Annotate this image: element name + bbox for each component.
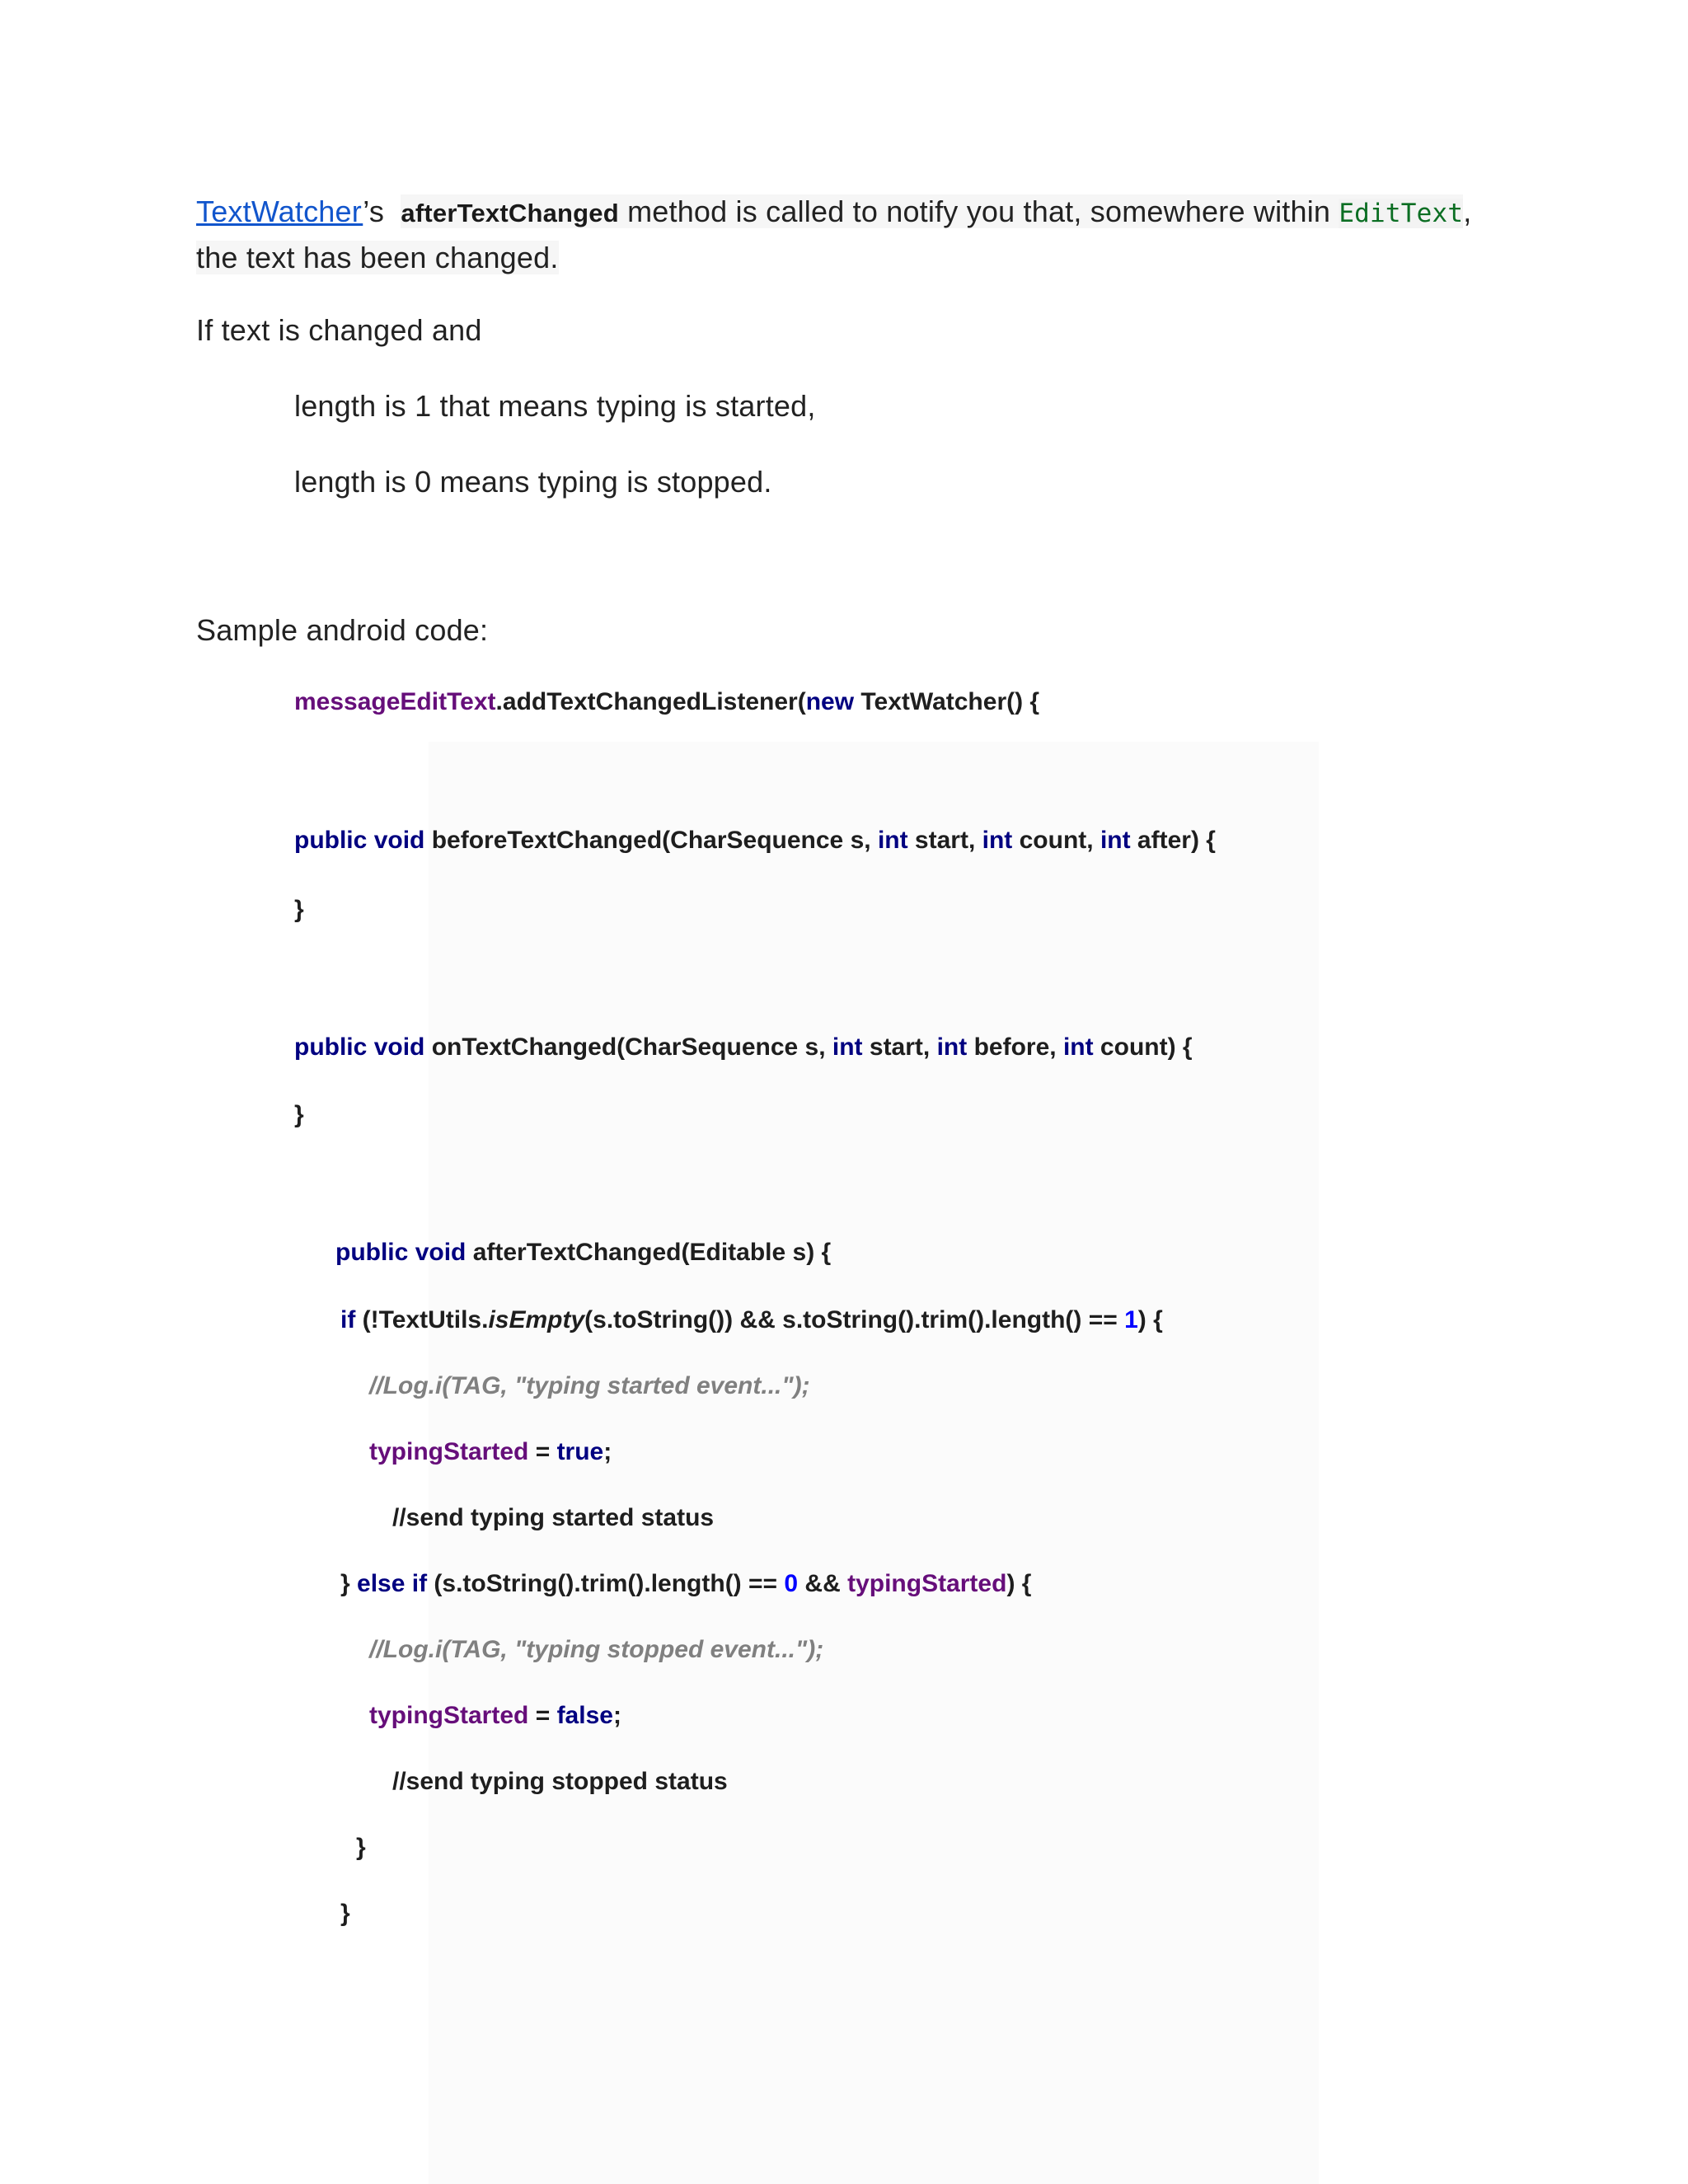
code-token-count: count, <box>1012 827 1100 854</box>
code-token-start: start, <box>907 827 982 854</box>
code-line-log-stopped: //Log.i(TAG, "typing stopped event..."); <box>369 1636 824 1663</box>
code-token-if: if <box>340 1306 356 1333</box>
code-line-before-close: } <box>294 896 304 923</box>
edittext-class: EditText <box>1339 199 1464 228</box>
code-line-after-signature <box>335 1239 831 1267</box>
code-token-semicolon: ; <box>612 1702 621 1729</box>
sample-label: Sample android code: <box>196 613 489 647</box>
code-token-typingstarted: typingStarted <box>369 1438 529 1465</box>
intro-line-1 <box>196 194 1471 229</box>
code-token-public: public <box>294 827 368 854</box>
code-token-condition: (s.toString()) && s.toString().trim().length() == <box>584 1306 1125 1333</box>
textwatcher-link[interactable]: TextWatcher <box>196 194 363 228</box>
code-token-int: int <box>877 827 908 854</box>
code-token-count: count) { <box>1093 1033 1193 1061</box>
code-token-call: .addTextChangedListener( <box>495 688 806 715</box>
code-line-send-stopped: //send typing stopped status <box>392 1768 728 1795</box>
code-token-after: after) { <box>1130 827 1216 854</box>
code-line-ontext-signature <box>294 1033 1193 1062</box>
code-token-int: int <box>832 1033 863 1061</box>
code-token-void: void <box>373 1033 425 1061</box>
code-token-isempty: isEmpty <box>488 1306 585 1333</box>
code-line-if <box>340 1306 1163 1334</box>
intro-line-2-text: the text has been changed. <box>196 241 559 274</box>
code-token-open: ) { <box>1137 1306 1163 1333</box>
code-token-typingstarted: typingStarted <box>369 1702 529 1729</box>
code-token-condition: (s.toString().trim().length() == <box>427 1570 785 1597</box>
code-token-typingstarted: typingStarted <box>847 1570 1007 1597</box>
code-token-true: true <box>556 1438 604 1465</box>
intro-comma: , <box>1463 194 1472 228</box>
code-token-before: before, <box>967 1033 1063 1061</box>
code-token-void: void <box>373 827 425 854</box>
code-token-and: && <box>798 1570 848 1597</box>
code-token-zero: 0 <box>784 1570 799 1597</box>
code-token-int: int <box>982 827 1013 854</box>
code-token-ontext-name: onTextChanged(CharSequence s, <box>424 1033 832 1061</box>
code-line-log-started: //Log.i(TAG, "typing started event..."); <box>369 1372 810 1399</box>
code-token-else-if: else if <box>357 1570 428 1597</box>
code-token-void: void <box>415 1239 467 1266</box>
code-line-before-signature <box>294 827 1216 855</box>
code-token-textwatcher: TextWatcher() { <box>854 688 1040 715</box>
code-token-int: int <box>1100 827 1131 854</box>
code-line-set-false <box>369 1702 621 1730</box>
condition-lead: If text is changed and <box>196 313 482 347</box>
code-token-start: start, <box>862 1033 937 1061</box>
condition-item-2: length is 0 means typing is stopped. <box>294 465 772 499</box>
code-line-ontext-close: } <box>294 1101 304 1128</box>
code-token-assign: = <box>528 1438 557 1465</box>
code-token-brace: } <box>340 1570 358 1597</box>
code-token-before-name: beforeTextChanged(CharSequence s, <box>424 827 878 854</box>
code-line-else-if <box>340 1570 1031 1598</box>
code-line-close-method: } <box>340 1900 350 1927</box>
code-token-new: new <box>805 688 855 715</box>
code-line-set-true <box>369 1438 612 1466</box>
condition-item-1: length is 1 that means typing is started, <box>294 389 816 423</box>
code-token-messageedittext: messageEditText <box>294 688 496 715</box>
code-token-public: public <box>335 1239 409 1266</box>
intro-line-2 <box>196 241 559 275</box>
code-token-after-name: afterTextChanged(Editable s) { <box>466 1239 832 1266</box>
possessive-text: ’s <box>363 194 385 228</box>
code-token-textutils: (!TextUtils. <box>355 1306 489 1333</box>
code-token-int: int <box>1062 1033 1094 1061</box>
code-token-int: int <box>936 1033 968 1061</box>
code-token-public: public <box>294 1033 368 1061</box>
code-token-false: false <box>556 1702 613 1729</box>
code-token-semicolon: ; <box>603 1438 612 1465</box>
code-token-open: ) { <box>1006 1570 1032 1597</box>
intro-mid-text: method is called to notify you that, somewhere within <box>618 194 1339 228</box>
code-line-send-started: //send typing started status <box>392 1504 715 1531</box>
code-token-assign: = <box>528 1702 557 1729</box>
method-name: afterTextChanged <box>401 199 619 227</box>
code-line-listener <box>294 688 1039 716</box>
code-line-close-if: } <box>356 1834 366 1861</box>
code-token-one: 1 <box>1124 1306 1138 1333</box>
